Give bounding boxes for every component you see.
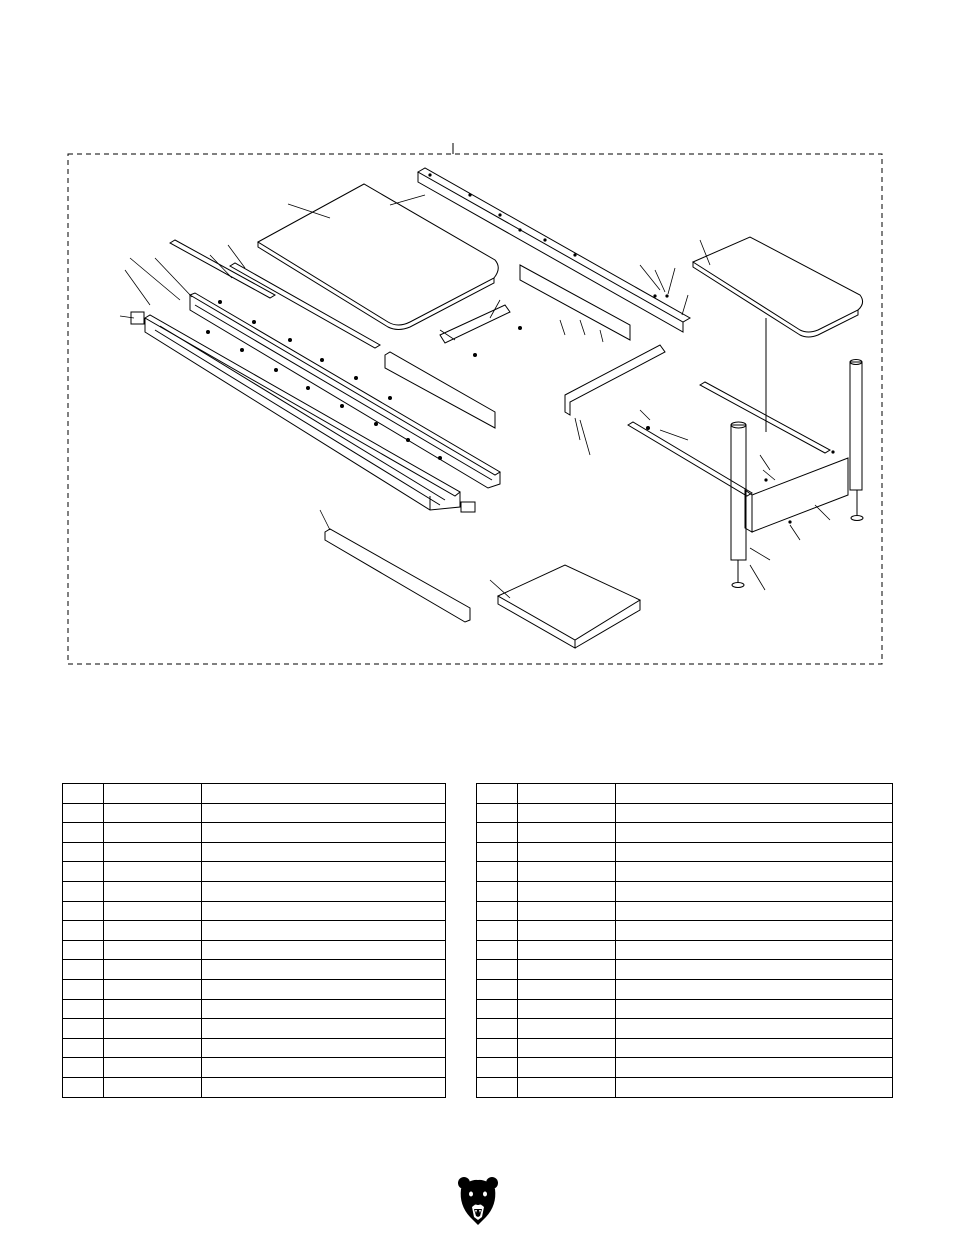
table-row: [63, 881, 446, 901]
description-cell: [201, 1019, 445, 1039]
part-number-cell: [517, 1058, 615, 1078]
part-number-cell: [517, 901, 615, 921]
part-number-cell: [517, 999, 615, 1019]
parts-list-right: [476, 783, 893, 1098]
ref-cell: [477, 1058, 518, 1078]
part-number-cell: [517, 784, 615, 804]
part-number-cell: [517, 979, 615, 999]
table-row: [63, 921, 446, 941]
part-number-cell: [103, 842, 201, 862]
table-row: [63, 803, 446, 823]
table-row: [63, 842, 446, 862]
description-cell: [201, 862, 445, 882]
ref-cell: [63, 862, 104, 882]
ref-cell: [63, 823, 104, 843]
description-cell: [201, 960, 445, 980]
drawer-tray: [498, 565, 640, 648]
part-number-cell: [103, 960, 201, 980]
parts-list-left: [62, 783, 446, 1098]
description-cell: [615, 1077, 892, 1097]
ref-cell: [477, 823, 518, 843]
ref-cell: [477, 803, 518, 823]
table-row: [63, 960, 446, 980]
part-number-cell: [103, 1019, 201, 1039]
description-cell: [201, 921, 445, 941]
part-number-cell: [517, 960, 615, 980]
angle-strip: [325, 529, 470, 622]
table-row: [477, 960, 893, 980]
description-cell: [201, 842, 445, 862]
table-row: [477, 842, 893, 862]
ref-cell: [477, 784, 518, 804]
description-cell: [615, 862, 892, 882]
table-row: [63, 823, 446, 843]
part-number-cell: [103, 999, 201, 1019]
front-leg: [731, 422, 746, 588]
table-row: [477, 901, 893, 921]
ref-cell: [477, 1077, 518, 1097]
description-cell: [615, 881, 892, 901]
part-number-cell: [103, 979, 201, 999]
part-number-cell: [103, 862, 201, 882]
description-cell: [201, 1077, 445, 1097]
table-row: [477, 1038, 893, 1058]
part-number-cell: [103, 803, 201, 823]
description-cell: [201, 803, 445, 823]
lower-brace: [628, 422, 752, 496]
table-row: [63, 999, 446, 1019]
description-cell: [201, 881, 445, 901]
support-bracket-3: [565, 345, 665, 415]
description-cell: [615, 960, 892, 980]
ref-cell: [477, 842, 518, 862]
part-number-cell: [103, 1077, 201, 1097]
assembly-boundary: [68, 154, 882, 664]
table-row: [477, 1077, 893, 1097]
table-row: [63, 1077, 446, 1097]
ref-cell: [63, 979, 104, 999]
description-cell: [615, 901, 892, 921]
part-number-cell: [517, 862, 615, 882]
table-row: [63, 784, 446, 804]
part-number-cell: [103, 901, 201, 921]
ref-cell: [63, 1038, 104, 1058]
description-cell: [201, 901, 445, 921]
leg-brace: [385, 352, 495, 428]
table-row: [63, 979, 446, 999]
right-end-cap: [461, 502, 475, 512]
table-row: [477, 979, 893, 999]
ref-cell: [63, 960, 104, 980]
description-cell: [201, 823, 445, 843]
description-cell: [201, 1038, 445, 1058]
part-number-cell: [517, 940, 615, 960]
description-cell: [615, 823, 892, 843]
table-row: [477, 921, 893, 941]
side-table-top: [693, 237, 863, 337]
table-row: [477, 803, 893, 823]
ref-cell: [63, 842, 104, 862]
ref-cell: [63, 881, 104, 901]
ref-cell: [477, 999, 518, 1019]
part-number-cell: [517, 881, 615, 901]
ref-cell: [477, 862, 518, 882]
part-number-cell: [103, 784, 201, 804]
description-cell: [201, 979, 445, 999]
ref-cell: [477, 1038, 518, 1058]
description-cell: [201, 999, 445, 1019]
ref-cell: [63, 803, 104, 823]
leader-lines: [120, 195, 830, 598]
ref-cell: [63, 901, 104, 921]
description-cell: [615, 940, 892, 960]
description-cell: [615, 1038, 892, 1058]
table-row: [63, 1019, 446, 1039]
ref-cell: [477, 901, 518, 921]
front-fence-rail: [145, 315, 460, 510]
description-cell: [201, 940, 445, 960]
ref-cell: [63, 1077, 104, 1097]
table-row: [63, 940, 446, 960]
ref-cell: [63, 1019, 104, 1039]
description-cell: [615, 842, 892, 862]
table-row: [477, 881, 893, 901]
description-cell: [615, 784, 892, 804]
part-number-cell: [103, 881, 201, 901]
table-row: [477, 784, 893, 804]
part-number-cell: [517, 921, 615, 941]
part-number-cell: [103, 940, 201, 960]
ref-cell: [477, 979, 518, 999]
ref-cell: [477, 960, 518, 980]
table-row: [477, 940, 893, 960]
table-row: [477, 862, 893, 882]
description-cell: [201, 1058, 445, 1078]
part-number-cell: [103, 1058, 201, 1078]
table-row: [63, 1058, 446, 1078]
ref-cell: [477, 940, 518, 960]
grizzly-bear-logo-icon: [457, 1175, 499, 1227]
ref-cell: [477, 921, 518, 941]
table-row: [63, 862, 446, 882]
side-panel: [745, 458, 848, 532]
ref-cell: [477, 881, 518, 901]
rear-leg: [850, 360, 863, 521]
table-row: [477, 823, 893, 843]
description-cell: [615, 979, 892, 999]
fasteners: [206, 173, 835, 523]
table-row: [63, 1038, 446, 1058]
part-number-cell: [517, 1038, 615, 1058]
support-bracket-2: [520, 265, 630, 340]
part-number-cell: [517, 803, 615, 823]
table-row: [63, 901, 446, 921]
description-cell: [201, 784, 445, 804]
table-row: [477, 1019, 893, 1039]
description-cell: [615, 803, 892, 823]
part-number-cell: [103, 921, 201, 941]
ref-cell: [63, 999, 104, 1019]
part-number-cell: [103, 823, 201, 843]
part-number-cell: [517, 1077, 615, 1097]
description-cell: [615, 999, 892, 1019]
ref-cell: [63, 784, 104, 804]
rear-rail: [418, 168, 690, 332]
part-number-cell: [103, 1038, 201, 1058]
strip-upper: [170, 240, 275, 298]
side-rail: [700, 382, 830, 453]
description-cell: [615, 921, 892, 941]
ref-cell: [63, 940, 104, 960]
part-number-cell: [517, 1019, 615, 1039]
part-number-cell: [517, 842, 615, 862]
description-cell: [615, 1058, 892, 1078]
description-cell: [615, 1019, 892, 1039]
table-row: [477, 999, 893, 1019]
rear-rail-bracket: [190, 293, 500, 488]
ref-cell: [63, 921, 104, 941]
table-row: [477, 1058, 893, 1078]
ref-cell: [477, 1019, 518, 1039]
ref-cell: [63, 1058, 104, 1078]
part-number-cell: [517, 823, 615, 843]
